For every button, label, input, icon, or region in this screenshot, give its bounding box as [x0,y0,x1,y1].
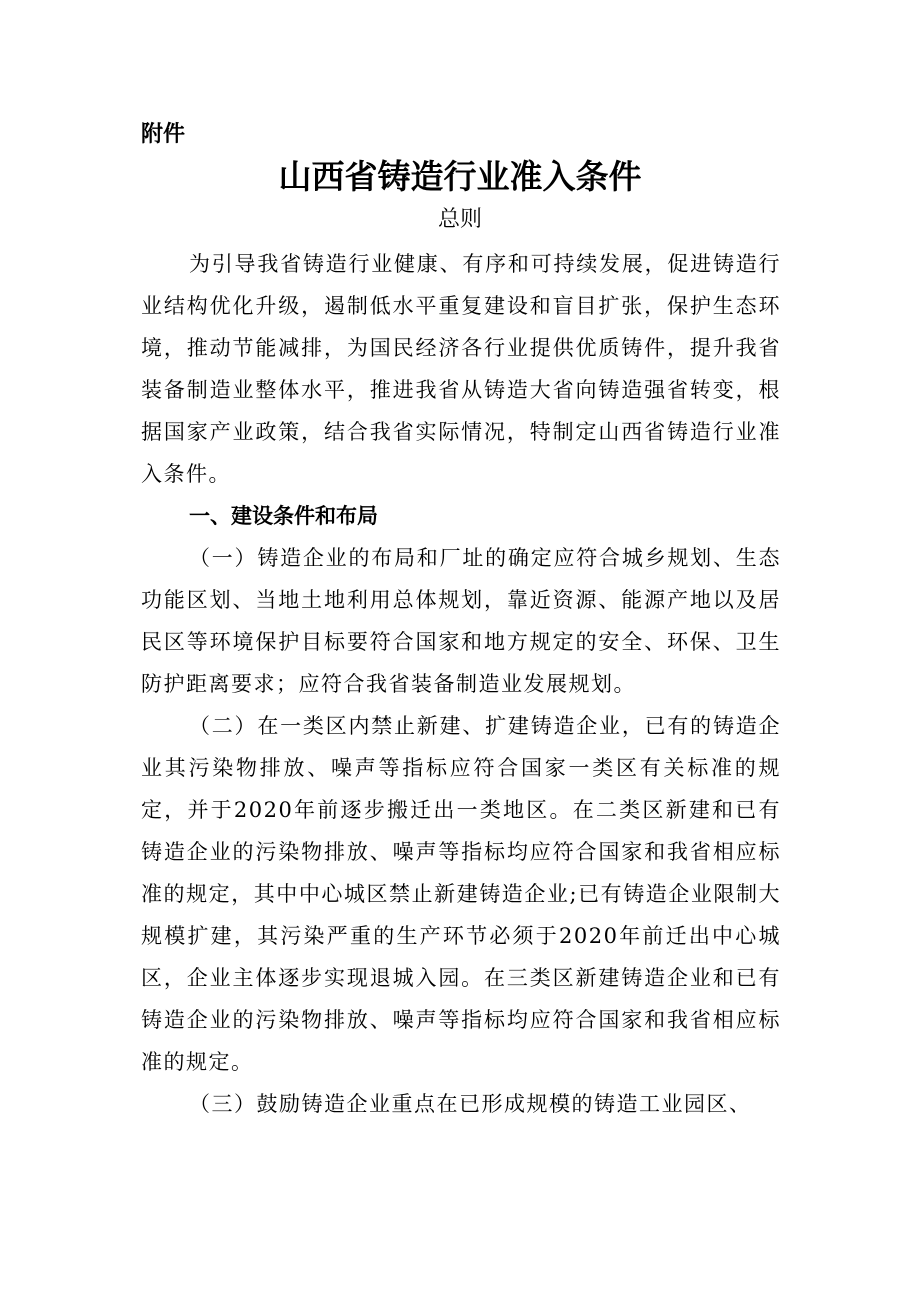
intro-paragraph: 为引导我省铸造行业健康、有序和可持续发展，促进铸造行业结构优化升级，遏制低水平重复建设和盲目扩张，保护生态环境，推动节能减排，为国民经济各行业提供优质铸件，提升我省装备制造业整体水平，推进我省从铸造大省向铸造强省转变，根据国家产业政策，结合我省实际情况，特制定山西省铸造行业准入条件。 [141,252,781,486]
attachment-label: 附件 [141,122,186,147]
section-heading-construction-layout: 一、建设条件和布局 [189,504,378,528]
document-title: 山西省铸造行业准入条件 [278,157,642,196]
document-body [141,243,781,1125]
clause-2: （二）在一类区内禁止新建、扩建铸造企业，已有的铸造企业其污染物排放、噪声等指标应符合国家一类区有关标准的规定，并于2020年前逐步搬迁出一类地区。在二类区新建和已有铸造企业的污染物排放、噪声等指标均应符合国家和我省相应标准的规定，其中中心城区禁止新建铸造企业;已有铸造企业限制大规模扩建，其污染严重的生产环节必须于2020年前迁出中心城区，企业主体逐步实现退城入园。在三类区新建铸造企业和已有铸造企业的污染物排放、噪声等指标均应符合国家和我省相应标准的规定。 [141,714,781,1074]
clause-1: （一）铸造企业的布局和厂址的确定应符合城乡规划、生态功能区划、当地土地利用总体规划，靠近资源、能源产地以及居民区等环境保护目标要符合国家和地方规定的安全、环保、卫生防护距离要求；应符合我省装备制造业发展规划。 [141,546,781,696]
general-provisions-heading: 总则 [437,207,482,232]
clause-3: （三）鼓励铸造企业重点在已形成规模的铸造工业园区、 [189,1092,752,1116]
